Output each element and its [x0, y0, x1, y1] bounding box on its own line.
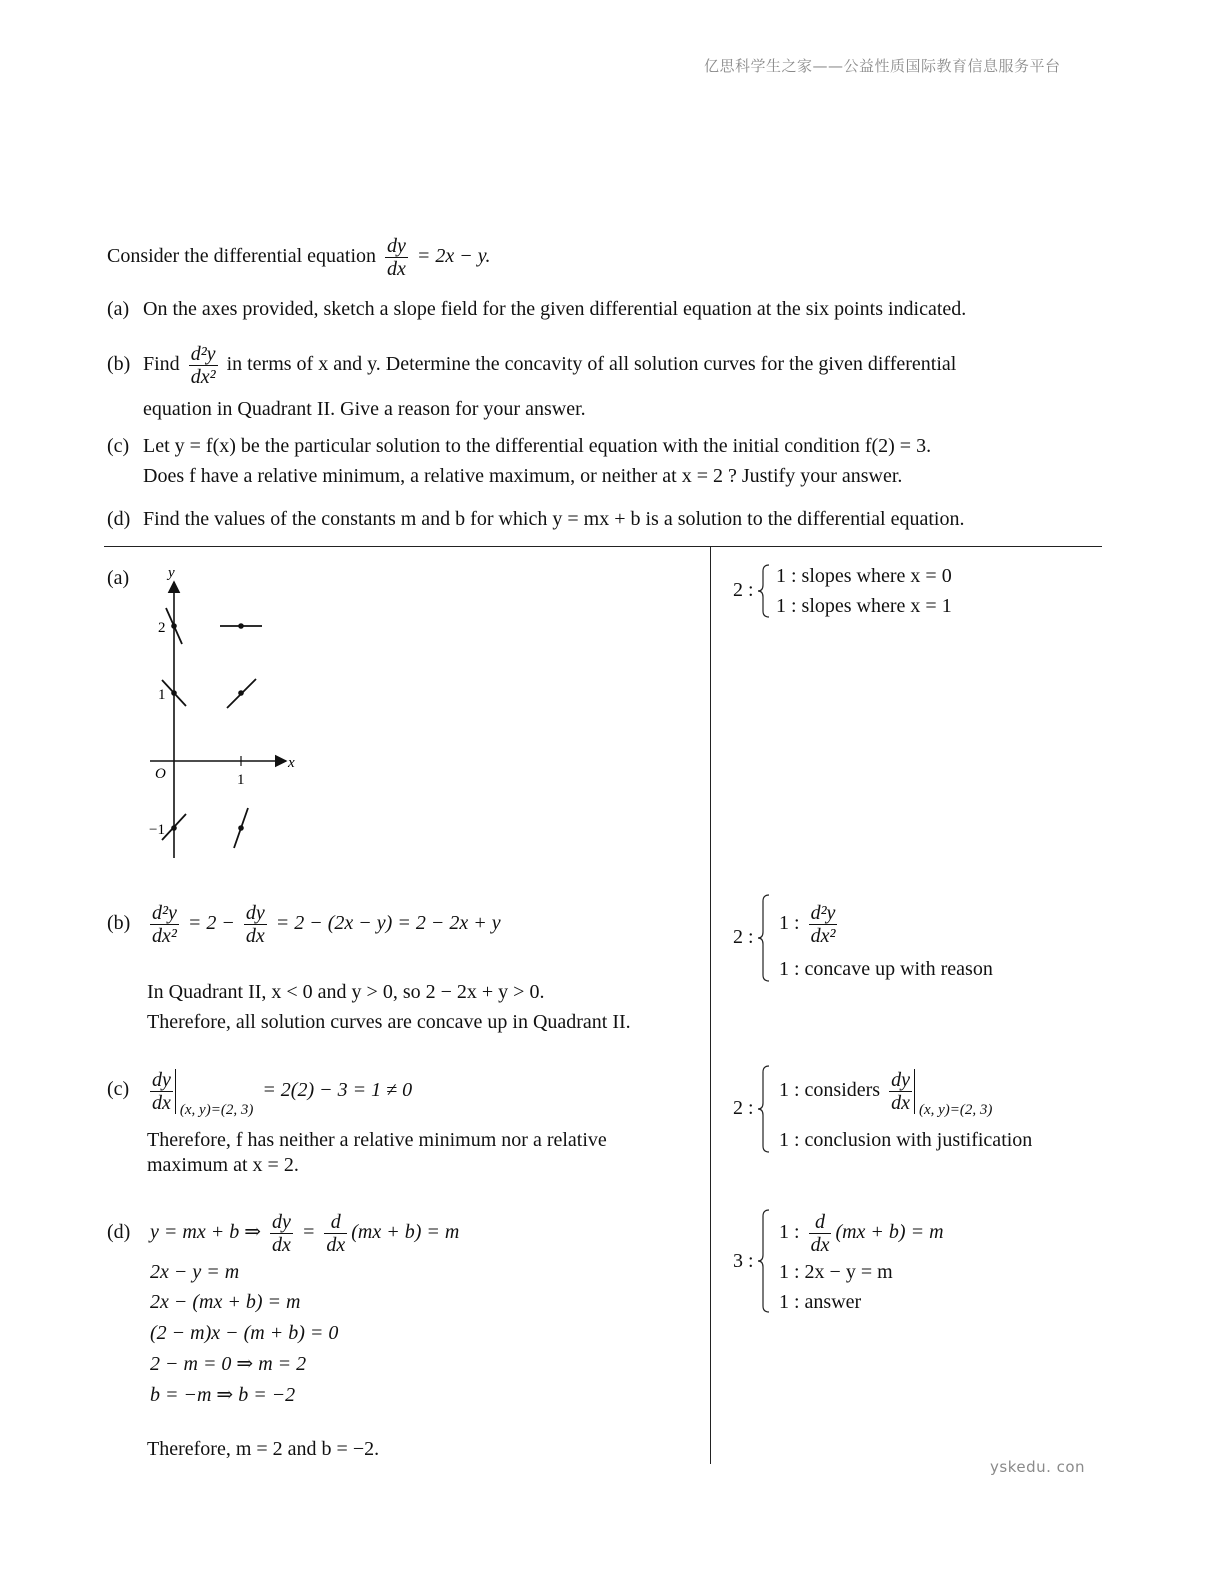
slope-point-0-1	[171, 690, 177, 696]
solution-d-label: (d)	[107, 1221, 131, 1243]
sol-b-num: d²y	[152, 901, 177, 924]
vertical-divider	[710, 546, 711, 1464]
solution-d-step-5: b = −m ⇒ b = −2	[150, 1384, 296, 1406]
question-c-text2: Does f have a relative minimum, a relative maximum, or neither at x = 2 ? Justify your answer.	[143, 465, 903, 487]
solution-a-label: (a)	[107, 567, 130, 589]
rubric-d-item-1	[779, 1204, 944, 1260]
intro-num: dy	[387, 234, 406, 257]
rubric-c-den: dx	[891, 1091, 910, 1114]
sol-d-frac2	[324, 1211, 347, 1256]
b-find: Find	[143, 353, 180, 375]
sol-d-rhs: (mx + b) = m	[351, 1221, 460, 1243]
sol-d-frac1	[270, 1211, 293, 1256]
rubric-d-den: dx	[810, 1233, 830, 1256]
rubric-a-points: 2 :	[733, 579, 754, 601]
axis-origin-label: O	[155, 766, 166, 782]
sol-c-eval: (x, y)=(2, 3)	[179, 1102, 254, 1118]
rubric-d-num: d	[809, 1211, 832, 1234]
sol-c-frac	[150, 1069, 176, 1114]
rubric-b-num: d²y	[810, 901, 836, 924]
rubric-b-den: dx²	[810, 924, 836, 947]
solution-d-step-3: (2 − m)x − (m + b) = 0	[150, 1322, 339, 1344]
solution-b-equation	[146, 895, 501, 951]
b-fraction	[189, 343, 218, 388]
rubric-c-points: 2 :	[733, 1097, 754, 1119]
header-site-text: 亿思科学生之家——公益性质国际教育信息服务平台	[704, 57, 1061, 75]
question-d-text: Find the values of the constants m and b for which y = mx + b is a solution to the differential equation.	[143, 508, 965, 530]
rubric-d-item-3: 1 : answer	[779, 1291, 862, 1313]
rubric-b-item1-prefix: 1 :	[779, 912, 800, 934]
solution-c-label: (c)	[107, 1078, 130, 1100]
rubric-d-brace	[757, 1208, 771, 1314]
rubric-b-item-1	[779, 895, 841, 951]
solution-d-step-2: 2x − (mx + b) = m	[150, 1291, 301, 1313]
axis-y-label: y	[168, 565, 175, 581]
sol-b-den2: dx	[245, 924, 265, 947]
sol-d-den1: dx	[271, 1233, 291, 1256]
solution-b-line2: Therefore, all solution curves are concave up in Quadrant II.	[147, 1011, 631, 1033]
horizontal-divider	[104, 546, 1102, 547]
question-b-text2: equation in Quadrant II. Give a reason for your answer.	[143, 398, 586, 420]
solution-d-step-1: 2x − y = m	[150, 1261, 240, 1283]
footer-site-text: yskedu. con	[990, 1458, 1086, 1476]
rubric-c-item1-prefix: 1 : considers	[779, 1079, 881, 1101]
question-c-text1: Let y = f(x) be the particular solution to the differential equation with the initial condition f(2) = 3.	[143, 435, 932, 457]
sol-b-num2: dy	[245, 901, 265, 924]
rubric-a-item-1: 1 : slopes where x = 0	[776, 565, 952, 587]
solution-c-equation	[146, 1062, 412, 1138]
rubric-c-brace	[757, 1064, 771, 1154]
rubric-c-item-2: 1 : conclusion with justification	[779, 1129, 1033, 1151]
slope-point-0-2	[171, 623, 177, 629]
question-intro	[107, 232, 491, 280]
sol-c-rhs: = 2(2) − 3 = 1 ≠ 0	[262, 1079, 413, 1101]
sol-b-frac2	[244, 902, 267, 947]
rubric-c-fraction	[889, 1069, 915, 1114]
solution-d-conclusion: Therefore, m = 2 and b = −2.	[147, 1438, 380, 1460]
rubric-c-eval: (x, y)=(2, 3)	[918, 1102, 993, 1118]
y-tick-label-neg1: −1	[149, 822, 165, 838]
rubric-d-points: 3 :	[733, 1250, 754, 1272]
solution-b-label: (b)	[107, 912, 131, 934]
slope-point-1-neg1	[238, 825, 244, 831]
b-text1: in terms of x and y. Determine the concavity of all solution curves for the given differential	[226, 353, 957, 375]
question-a-text: On the axes provided, sketch a slope field for the given differential equation at the six points indicated.	[143, 298, 967, 320]
b-num: d²y	[190, 342, 216, 365]
sol-d-num2: d	[324, 1211, 347, 1234]
rubric-d-rhs: (mx + b) = m	[835, 1221, 944, 1243]
sol-d-eq: =	[301, 1221, 316, 1243]
sol-c-num: dy	[152, 1068, 171, 1091]
slope-point-1-2	[238, 623, 244, 629]
y-tick-label-1: 1	[158, 687, 166, 703]
y-tick-label-2: 2	[158, 620, 166, 636]
rubric-d-item-2: 1 : 2x − y = m	[779, 1261, 893, 1283]
rubric-d-item1-prefix: 1 :	[779, 1221, 800, 1243]
solution-b-line1: In Quadrant II, x < 0 and y > 0, so 2 − 2x + y > 0.	[147, 981, 545, 1003]
question-a-label: (a)	[107, 298, 130, 320]
rubric-b-item-2: 1 : concave up with reason	[779, 958, 993, 980]
sol-d-den2: dx	[326, 1233, 346, 1256]
question-b-label: (b)	[107, 353, 131, 375]
solution-d-step-4: 2 − m = 0 ⇒ m = 2	[150, 1353, 307, 1375]
sol-b-mid: = 2 −	[187, 912, 235, 934]
intro-prefix: Consider the differential equation	[107, 245, 376, 267]
axis-x-label: x	[288, 755, 295, 771]
intro-den: dx	[387, 257, 406, 280]
rubric-c-item-1	[779, 1062, 992, 1138]
question-d-label: (d)	[107, 508, 131, 530]
intro-rhs: = 2x − y.	[416, 245, 491, 267]
solution-d-equation	[150, 1204, 459, 1260]
rubric-a-item-2: 1 : slopes where x = 1	[776, 595, 952, 617]
sol-c-den: dx	[152, 1091, 171, 1114]
sol-d-num1: dy	[271, 1210, 291, 1233]
solution-c-line2: maximum at x = 2.	[147, 1154, 299, 1176]
slope-field-graph	[140, 560, 310, 870]
question-b-line1	[143, 336, 956, 392]
slope-point-0-neg1	[171, 825, 177, 831]
slope-point-1-1	[238, 690, 244, 696]
question-c-label: (c)	[107, 435, 130, 457]
rubric-b-fraction	[809, 902, 838, 947]
rubric-b-brace	[757, 893, 771, 983]
solution-c-line1: Therefore, f has neither a relative minimum nor a relative	[147, 1129, 607, 1151]
sol-b-frac1	[150, 902, 179, 947]
rubric-b-points: 2 :	[733, 926, 754, 948]
b-den: dx²	[190, 365, 216, 388]
rubric-c-num: dy	[891, 1068, 910, 1091]
x-tick-label: 1	[237, 772, 245, 788]
sol-d-lhs: y = mx + b ⇒	[150, 1221, 261, 1243]
intro-fraction	[385, 235, 408, 280]
rubric-d-fraction	[809, 1211, 832, 1256]
rubric-a-brace	[757, 563, 771, 619]
sol-b-den: dx²	[152, 924, 177, 947]
sol-b-rhs: = 2 − (2x − y) = 2 − 2x + y	[275, 912, 501, 934]
